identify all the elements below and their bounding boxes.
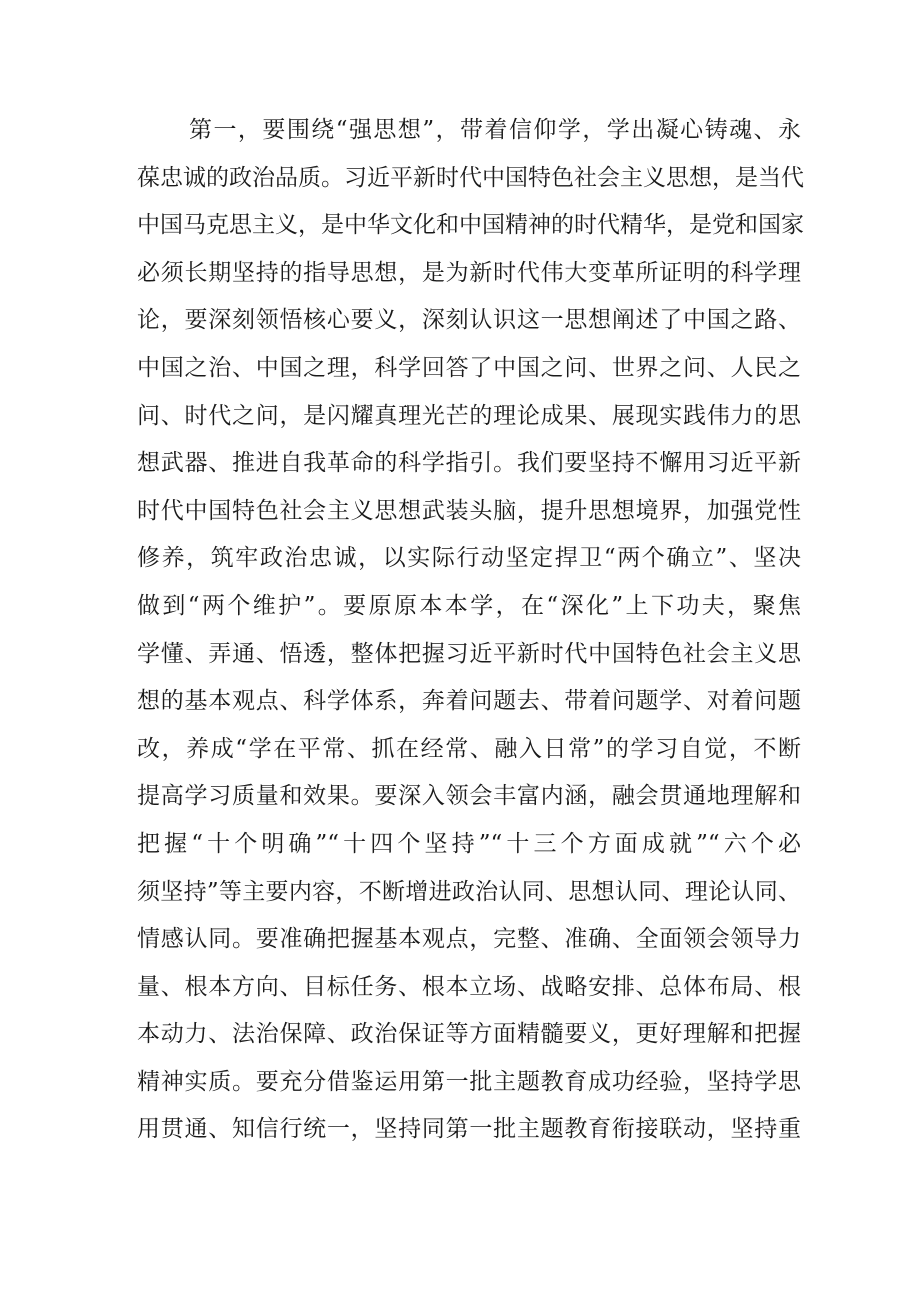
paragraph-line: 学懂、弄通、悟透，整体把握习近平新时代中国特色社会主义思 xyxy=(137,640,801,667)
paragraph-line: 情感认同。要准确把握基本观点，完整、准确、全面领会领导力 xyxy=(137,926,801,953)
body-paragraph xyxy=(137,107,804,1154)
paragraph-line: 第一，要围绕“强思想”，带着信仰学，学出凝心铸魂、永 xyxy=(189,117,801,143)
paragraph-line: 本动力、法治保障、政治保证等方面精髓要义，更好理解和把握 xyxy=(137,1021,801,1048)
paragraph-line: 用贯通、知信行统一，坚持同第一批主题教育衔接联动，坚持重 xyxy=(137,1116,801,1143)
paragraph-line: 中国之治、中国之理，科学回答了中国之问、世界之问、人民之 xyxy=(137,354,801,381)
paragraph-line: 量、根本方向、目标任务、根本立场、战略安排、总体布局、根 xyxy=(137,973,801,1000)
paragraph-line: 想的基本观点、科学体系，奔着问题去、带着问题学、对着问题 xyxy=(137,688,801,715)
paragraph-line: 做到“两个维护”。要原原本本学，在“深化”上下功夫，聚焦 xyxy=(137,592,801,619)
paragraph-line: 把握“十个明确”“十四个坚持”“十三个方面成就”“六个必 xyxy=(137,830,801,857)
paragraph-line: 必须长期坚持的指导思想，是为新时代伟大变革所证明的科学理 xyxy=(137,259,801,286)
paragraph-line: 想武器、推进自我革命的科学指引。我们要坚持不懈用习近平新 xyxy=(137,450,801,477)
paragraph-line: 修养，筑牢政治忠诚，以实际行动坚定捍卫“两个确立”、坚决 xyxy=(137,545,801,572)
paragraph-line: 论，要深刻领悟核心要义，深刻认识这一思想阐述了中国之路、 xyxy=(137,307,801,334)
paragraph-line: 问、时代之问，是闪耀真理光芒的理论成果、展现实践伟力的思 xyxy=(137,402,801,429)
paragraph-line: 葆忠诚的政治品质。习近平新时代中国特色社会主义思想，是当代 xyxy=(137,164,804,191)
paragraph-line: 精神实质。要充分借鉴运用第一批主题教育成功经验，坚持学思 xyxy=(137,1068,801,1095)
paragraph-line: 时代中国特色社会主义思想武装头脑，提升思想境界，加强党性 xyxy=(137,497,801,524)
paragraph-line: 提高学习质量和效果。要深入领会丰富内涵，融会贯通地理解和 xyxy=(137,783,801,810)
paragraph-line: 改，养成“学在平常、抓在经常、融入日常”的学习自觉，不断 xyxy=(137,735,801,762)
paragraph-line: 须坚持”等主要内容，不断增进政治认同、思想认同、理论认同、 xyxy=(137,878,801,905)
paragraph-line: 中国马克思主义，是中华文化和中国精神的时代精华，是党和国家 xyxy=(137,212,804,239)
